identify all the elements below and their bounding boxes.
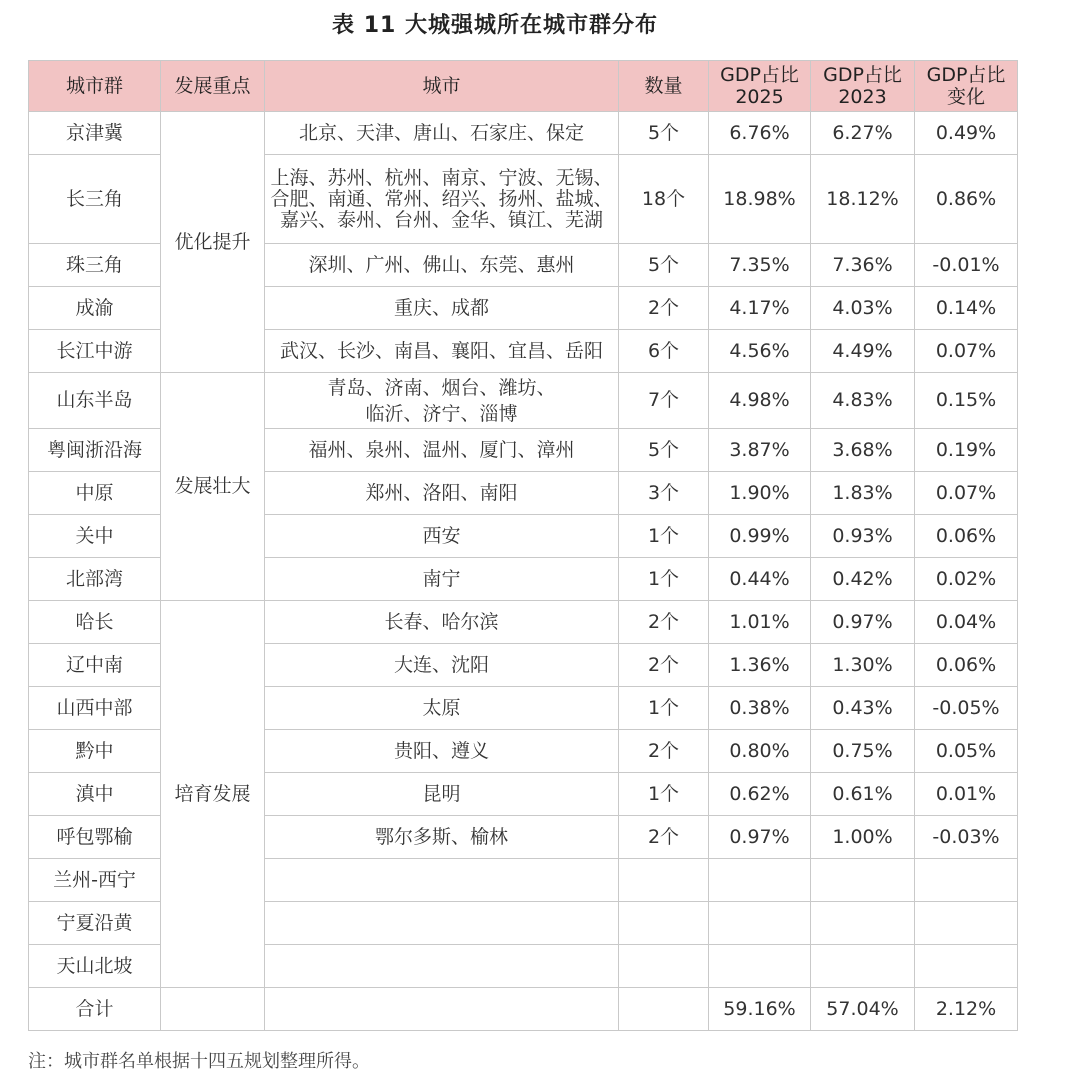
- cluster-cell: 辽中南: [29, 644, 161, 687]
- cities-cell: 昆明: [265, 773, 619, 816]
- focus-cell: 培育发展: [161, 601, 265, 988]
- gdp-2025-cell: 18.98%: [709, 155, 811, 244]
- gdp-change-cell: [915, 945, 1018, 988]
- cluster-cell: 滇中: [29, 773, 161, 816]
- header-gdp-change: GDP占比 变化: [915, 61, 1018, 112]
- header-cluster: 城市群: [29, 61, 161, 112]
- cities-cell: 福州、泉州、温州、厦门、漳州: [265, 429, 619, 472]
- count-cell: 1个: [619, 687, 709, 730]
- table-row: [29, 373, 1018, 429]
- gdp-2023-cell: [811, 902, 915, 945]
- cluster-cell: 宁夏沿黄: [29, 902, 161, 945]
- cluster-cell: 长三角: [29, 155, 161, 244]
- count-cell: 2个: [619, 287, 709, 330]
- count-cell: 5个: [619, 244, 709, 287]
- total-cities-empty: [265, 988, 619, 1031]
- gdp-change-cell: 0.86%: [915, 155, 1018, 244]
- cities-cell: 鄂尔多斯、榆林: [265, 816, 619, 859]
- gdp-2025-cell: [709, 945, 811, 988]
- gdp-2025-cell: 4.17%: [709, 287, 811, 330]
- count-cell: 7个: [619, 373, 709, 429]
- gdp-2023-cell: 18.12%: [811, 155, 915, 244]
- gdp-2023-cell: 4.49%: [811, 330, 915, 373]
- gdp-change-cell: -0.05%: [915, 687, 1018, 730]
- cluster-cell: 山东半岛: [29, 373, 161, 429]
- cities-cell: [265, 902, 619, 945]
- cluster-cell: 京津冀: [29, 112, 161, 155]
- cluster-cell: 黔中: [29, 730, 161, 773]
- cluster-cell: 兰州-西宁: [29, 859, 161, 902]
- gdp-2025-cell: 0.97%: [709, 816, 811, 859]
- header-gdp-2023: GDP占比 2023: [811, 61, 915, 112]
- gdp-change-cell: [915, 859, 1018, 902]
- gdp-2025-cell: 4.56%: [709, 330, 811, 373]
- header-count: 数量: [619, 61, 709, 112]
- count-cell: 1个: [619, 558, 709, 601]
- total-row: [29, 988, 1018, 1031]
- cluster-cell: 关中: [29, 515, 161, 558]
- gdp-change-cell: 0.06%: [915, 515, 1018, 558]
- gdp-2023-cell: 0.75%: [811, 730, 915, 773]
- count-cell: 18个: [619, 155, 709, 244]
- cities-cell: 青岛、济南、烟台、潍坊、 临沂、济宁、淄博: [265, 373, 619, 429]
- header-row: [29, 61, 1018, 112]
- cluster-cell: 哈长: [29, 601, 161, 644]
- cities-cell: 武汉、长沙、南昌、襄阳、宜昌、岳阳: [265, 330, 619, 373]
- gdp-2023-cell: 7.36%: [811, 244, 915, 287]
- gdp-change-cell: 0.07%: [915, 472, 1018, 515]
- gdp-2025-cell: 1.01%: [709, 601, 811, 644]
- total-label: 合计: [29, 988, 161, 1031]
- gdp-2023-cell: 6.27%: [811, 112, 915, 155]
- gdp-2023-cell: 4.03%: [811, 287, 915, 330]
- count-cell: 2个: [619, 816, 709, 859]
- gdp-2023-cell: 1.00%: [811, 816, 915, 859]
- city-cluster-table: [28, 60, 1018, 1031]
- gdp-2023-cell: 0.42%: [811, 558, 915, 601]
- header-gdp-2025: GDP占比 2025: [709, 61, 811, 112]
- count-cell: [619, 902, 709, 945]
- cluster-cell: 天山北坡: [29, 945, 161, 988]
- gdp-change-cell: 0.04%: [915, 601, 1018, 644]
- cities-cell: 南宁: [265, 558, 619, 601]
- count-cell: 2个: [619, 730, 709, 773]
- cluster-cell: 北部湾: [29, 558, 161, 601]
- cities-cell: 重庆、成都: [265, 287, 619, 330]
- gdp-change-cell: 0.02%: [915, 558, 1018, 601]
- gdp-2025-cell: 0.38%: [709, 687, 811, 730]
- header-focus: 发展重点: [161, 61, 265, 112]
- gdp-2025-cell: 1.90%: [709, 472, 811, 515]
- gdp-change-cell: -0.01%: [915, 244, 1018, 287]
- header-cities: 城市: [265, 61, 619, 112]
- cluster-cell: 山西中部: [29, 687, 161, 730]
- gdp-change-cell: 0.01%: [915, 773, 1018, 816]
- count-cell: 6个: [619, 330, 709, 373]
- gdp-2023-cell: 0.61%: [811, 773, 915, 816]
- gdp-2025-cell: 0.99%: [709, 515, 811, 558]
- cities-cell: 深圳、广州、佛山、东莞、惠州: [265, 244, 619, 287]
- gdp-change-cell: 0.15%: [915, 373, 1018, 429]
- footnote: 注：城市群名单根据十四五规划整理所得。: [28, 1051, 370, 1072]
- gdp-2023-cell: 1.30%: [811, 644, 915, 687]
- total-gdp-change: 2.12%: [915, 988, 1018, 1031]
- gdp-2025-cell: 0.62%: [709, 773, 811, 816]
- cities-cell: 上海、苏州、杭州、南京、宁波、无锡、 合肥、南通、常州、绍兴、扬州、盐城、 嘉兴、泰州、台州、金华、镇江、芜湖: [265, 155, 619, 244]
- total-count-empty: [619, 988, 709, 1031]
- cities-cell: 西安: [265, 515, 619, 558]
- gdp-2023-cell: 0.43%: [811, 687, 915, 730]
- gdp-2025-cell: 0.80%: [709, 730, 811, 773]
- gdp-change-cell: 0.49%: [915, 112, 1018, 155]
- gdp-2023-cell: [811, 945, 915, 988]
- count-cell: 1个: [619, 773, 709, 816]
- gdp-2025-cell: 7.35%: [709, 244, 811, 287]
- gdp-2023-cell: 4.83%: [811, 373, 915, 429]
- count-cell: 1个: [619, 515, 709, 558]
- cluster-cell: 珠三角: [29, 244, 161, 287]
- cities-cell: 太原: [265, 687, 619, 730]
- cities-cell: 大连、沈阳: [265, 644, 619, 687]
- gdp-2025-cell: 6.76%: [709, 112, 811, 155]
- cluster-cell: 粤闽浙沿海: [29, 429, 161, 472]
- cities-cell: [265, 945, 619, 988]
- gdp-2023-cell: 0.97%: [811, 601, 915, 644]
- cities-cell: 郑州、洛阳、南阳: [265, 472, 619, 515]
- cities-cell: 北京、天津、唐山、石家庄、保定: [265, 112, 619, 155]
- gdp-2023-cell: 3.68%: [811, 429, 915, 472]
- gdp-change-cell: 0.06%: [915, 644, 1018, 687]
- table-row: [29, 601, 1018, 644]
- cluster-cell: 成渝: [29, 287, 161, 330]
- count-cell: [619, 945, 709, 988]
- gdp-change-cell: [915, 902, 1018, 945]
- count-cell: 5个: [619, 429, 709, 472]
- cities-cell: 贵阳、遵义: [265, 730, 619, 773]
- gdp-change-cell: 0.19%: [915, 429, 1018, 472]
- gdp-2025-cell: 0.44%: [709, 558, 811, 601]
- total-gdp-2023: 57.04%: [811, 988, 915, 1031]
- gdp-2025-cell: 1.36%: [709, 644, 811, 687]
- cluster-cell: 呼包鄂榆: [29, 816, 161, 859]
- gdp-2023-cell: 0.93%: [811, 515, 915, 558]
- gdp-change-cell: 0.14%: [915, 287, 1018, 330]
- total-focus-empty: [161, 988, 265, 1031]
- cities-cell: [265, 859, 619, 902]
- count-cell: 3个: [619, 472, 709, 515]
- gdp-change-cell: -0.03%: [915, 816, 1018, 859]
- count-cell: 5个: [619, 112, 709, 155]
- cities-cell: 长春、哈尔滨: [265, 601, 619, 644]
- count-cell: 2个: [619, 601, 709, 644]
- table-row: [29, 112, 1018, 155]
- gdp-2023-cell: 1.83%: [811, 472, 915, 515]
- count-cell: 2个: [619, 644, 709, 687]
- gdp-2025-cell: 3.87%: [709, 429, 811, 472]
- cluster-cell: 中原: [29, 472, 161, 515]
- focus-cell: 发展壮大: [161, 373, 265, 601]
- gdp-2023-cell: [811, 859, 915, 902]
- cluster-cell: 长江中游: [29, 330, 161, 373]
- gdp-2025-cell: [709, 859, 811, 902]
- gdp-2025-cell: 4.98%: [709, 373, 811, 429]
- total-gdp-2025: 59.16%: [709, 988, 811, 1031]
- count-cell: [619, 859, 709, 902]
- gdp-change-cell: 0.05%: [915, 730, 1018, 773]
- focus-cell: 优化提升: [161, 112, 265, 373]
- table-title: 表 11 大城强城所在城市群分布: [332, 13, 658, 38]
- gdp-change-cell: 0.07%: [915, 330, 1018, 373]
- gdp-2025-cell: [709, 902, 811, 945]
